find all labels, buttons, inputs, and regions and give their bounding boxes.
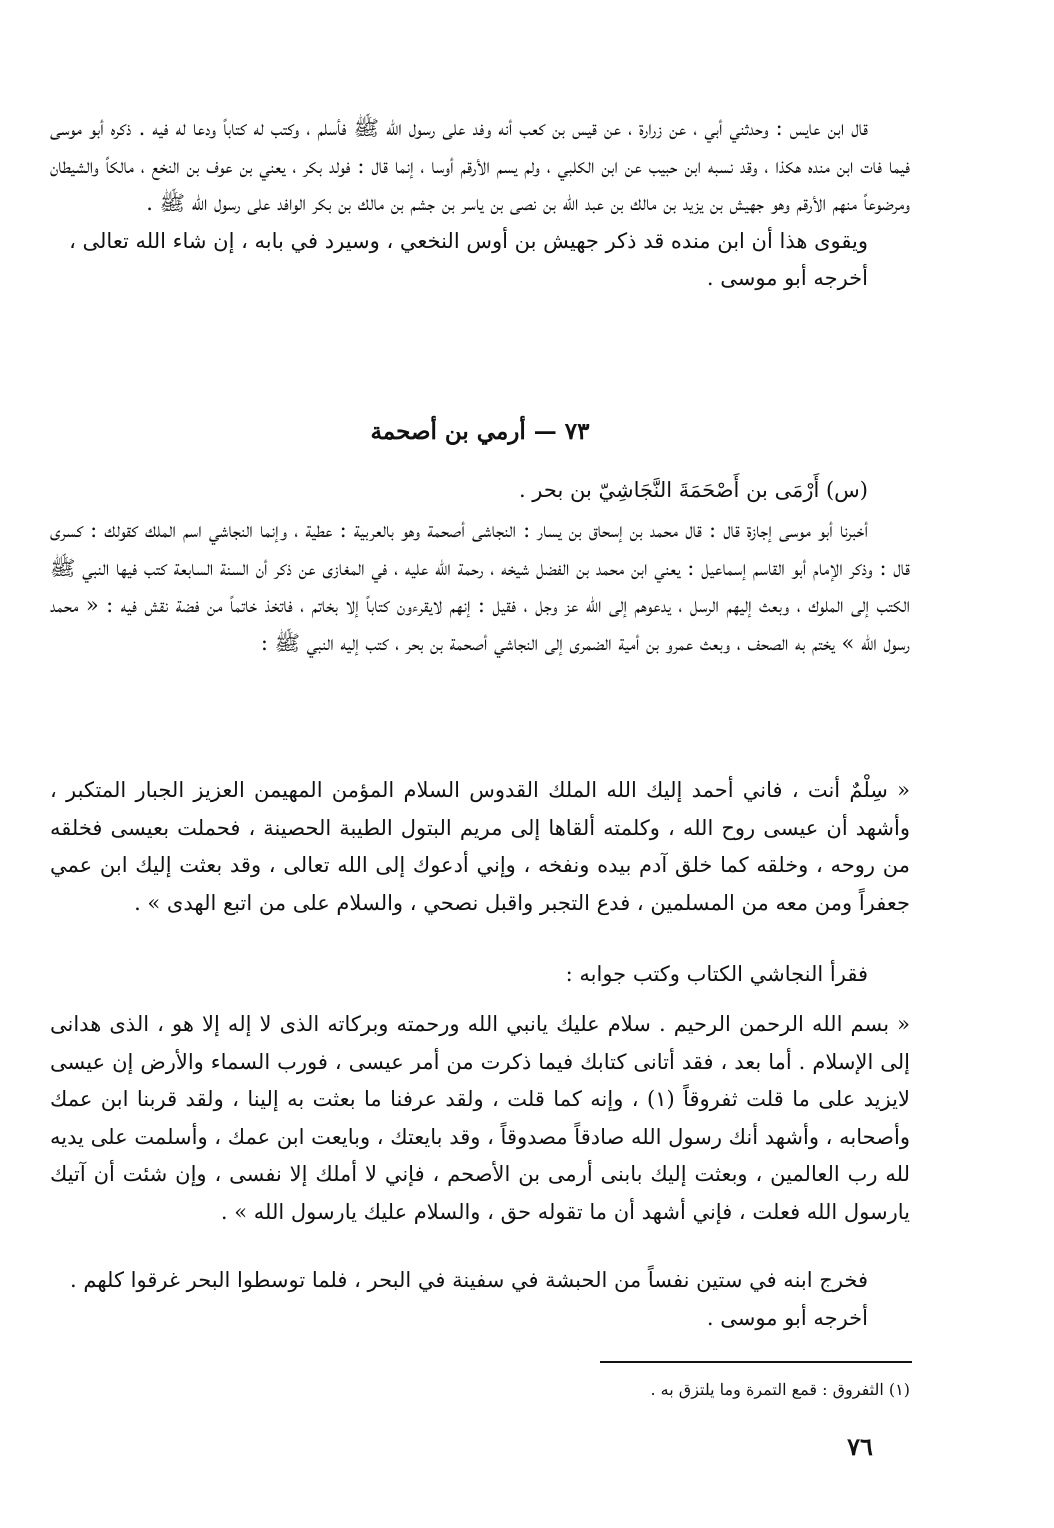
paragraph: أخرجه أبو موسى . bbox=[706, 1305, 868, 1330]
paragraph: ويقوى هذا أن ابن منده قد ذكر جهيش بن أوس النخعي ، وسيرد في بابه ، إن شاء الله تعالى ، bbox=[69, 228, 868, 253]
section-heading: ٧٣ — أرمي بن أصحمة bbox=[370, 418, 590, 445]
paragraph: أخبرنا أبو موسى إجازة قال : قال محمد بن إسحاق بن يسار : النجاشى أصحمة وهو بالعربية : عطية ، وإنما النجاشي اسم الملك كقولك : كسرى قال : وذكر الإمام أبو القاسم إسماعيل : يعني ابن محمد بن الفضل شيخه ، رحمة الله عليه ، في المغازى عن ذكر أن السنة السابعة كتب فيها النبي ﷺ الكتب إلى الملوك ، وبعث إليهم الرسل ، يدعوهم إلى الله عز وجل ، فقيل : إنهم لايقرءون كتاباً إلا بخاتم ، فاتخذ خاتماً من فضة نقش فيه : « محمد رسول الله » يختم به الصحف ، وبعث عمرو بن أمية الضمرى إلى النجاشي أصحمة بن بحر ، كتب إليه النبي ﷺ : bbox=[50, 518, 910, 655]
text-block-letter bbox=[50, 772, 910, 922]
paragraph: « سِلْمٌ أنت ، فاني أحمد إليك الله الملك القدوس السلام المؤمن المهيمن العزيز الجبار المتكبر ، وأشهد أن عيسى روح الله ، وكلمته ألقاها إلى مريم البتول الطيبة الحصينة ، فحملت بعيسى فخلقه من روحه ، وخلقه كما خلق آدم بيده ونفخه ، وإني أدعوك إلى الله تعالى ، وقد بعثت إليك ابن عمي جعفراً ومن معه من المسلمين ، فدع التجبر واقبل نصحي ، والسلام على من اتبع الهدى » . bbox=[50, 778, 910, 915]
text-block-reply-intro bbox=[50, 956, 910, 994]
paragraph: قال ابن عايس : وحدثني أبي ، عن زرارة ، عن قيس بن كعب أنه وفد على رسول الله ﷺ فأسلم ، وكتب له كتاباً ودعا له فيه . ذكره أبو موسى فيما فات ابن منده هكذا ، وقد نسبه ابن حبيب عن ابن الكلبي ، ولم يسم الأرقم أوسا ، إنما قال : فولد بكر ، يعني بن عوف بن النخع ، مالكاً والشيطان ومرضوعاً منهم الأرقم وهو جهيش بن يزيد بن مالك بن عبد الله بن نصى بن ياسر بن جشم بن مالك بن بكر الوافد على رسول الله ﷺ . bbox=[50, 116, 910, 215]
page-number: ٧٦ bbox=[847, 1432, 873, 1461]
text-block-narration bbox=[50, 512, 910, 662]
text-block-intro bbox=[50, 110, 910, 298]
paragraph: فقرأ النجاشي الكتاب وكتب جوابه : bbox=[565, 962, 868, 986]
footnote-divider bbox=[600, 1361, 912, 1363]
paragraph: « بسم الله الرحمن الرحيم . سلام عليك يانبي الله ورحمته وبركاته الذى لا إله إلا هو ، الذى هدانى إلى الإسلام . أما بعد ، فقد أتانى كتابك فيما ذكرت من أمر عيسى ، فورب السماء والأرض إن عيسى لايزيد على ما قلت ثفروقاً (١) ، وإنه كما قلت ، ولقد عرفنا ما بعثت به إلينا ، ولقد قربنا ابن عمك وأصحابه ، وأشهد أنك رسول الله صادقاً مصدوقاً ، وقد بايعتك ، وبايعت ابن عمك ، وأسلمت على يديه لله رب العالمين ، وبعثت إليك بابنى أرمى بن الأصحم ، فإني لا أملك إلا نفسى ، وإن شئت أن آتيك يارسول الله فعلت ، فإني أشهد أن ما تقوله حق ، والسلام عليك يارسول الله » . bbox=[50, 1012, 910, 1224]
text-block-closing bbox=[50, 1262, 910, 1337]
footnote: (١) الثفروق : قمع التمرة وما يلتزق به . bbox=[650, 1380, 910, 1399]
paragraph: أخرجه أبو موسى . bbox=[706, 266, 868, 290]
entry-title: (س) أَرْمَى بن أَصْحَمَةَ النَّجَاشِيّ بن بحر . bbox=[518, 478, 868, 502]
paragraph: فخرج ابنه في ستين نفساً من الحبشة في سفينة في البحر ، فلما توسطوا البحر غرقوا كلهم . bbox=[70, 1268, 868, 1292]
text-block-reply-letter bbox=[50, 1006, 910, 1231]
